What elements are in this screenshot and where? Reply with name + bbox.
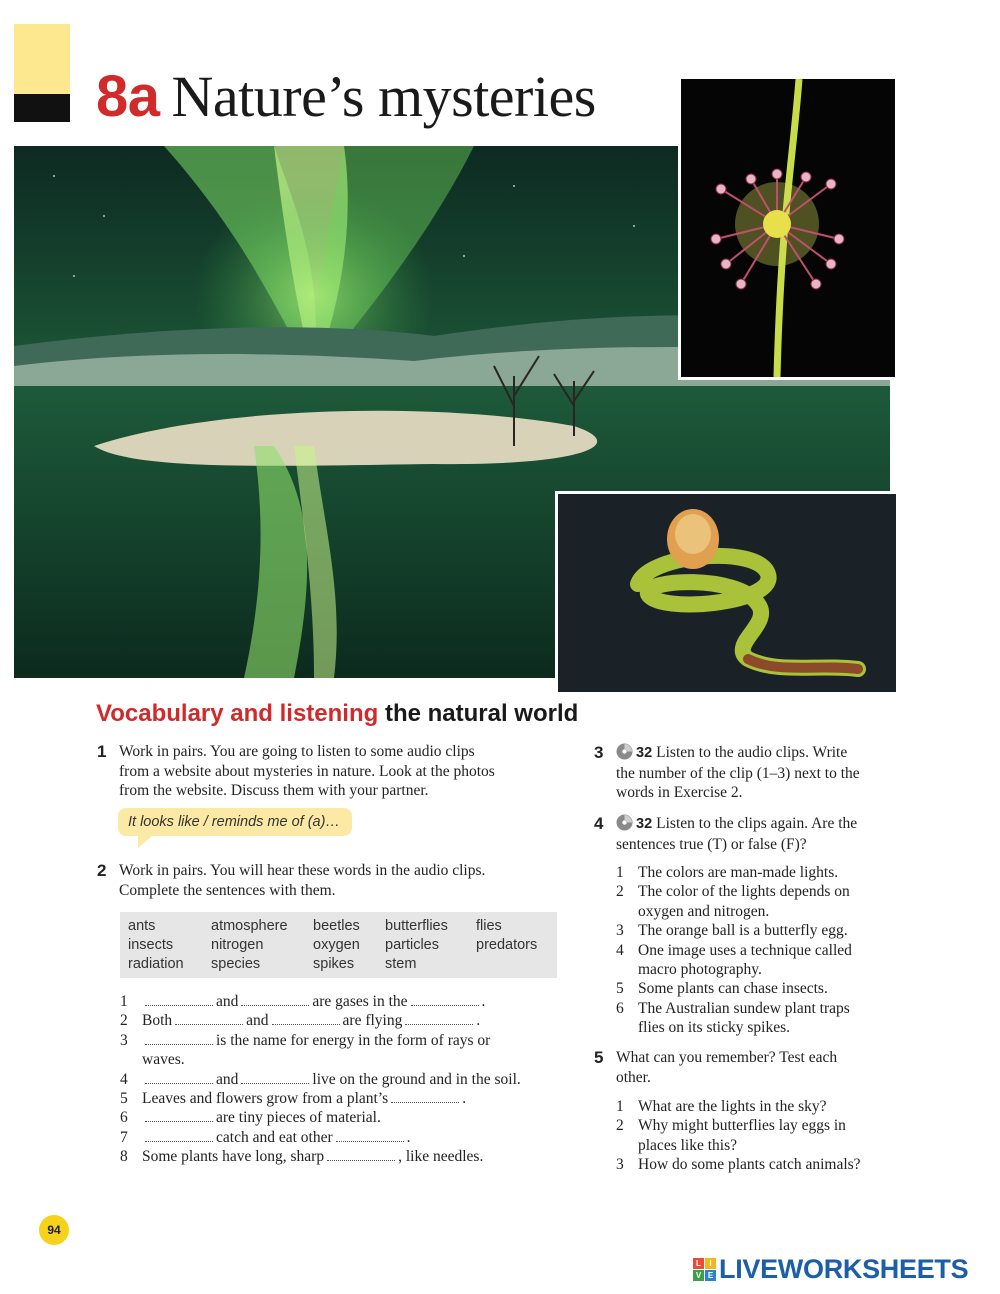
audio-cd-icon[interactable] <box>616 814 633 831</box>
instruction-line: Work in pairs. You are going to listen to some audio clips <box>119 743 475 760</box>
word-item: beetles <box>313 918 360 934</box>
unit-title: Nature’s mysteries <box>171 64 596 129</box>
word-item: insects <box>128 937 174 953</box>
answer-blank[interactable] <box>336 1129 404 1142</box>
statement-item: 1 The colors are man-made lights. <box>616 864 839 881</box>
word-item: flies <box>476 918 502 934</box>
exercise-2-sentences <box>120 992 570 1167</box>
instruction-line: from a website about mysteries in nature. Look at the photos <box>119 762 495 780</box>
sundew-photo <box>678 76 898 380</box>
audio-cd-icon[interactable] <box>616 743 633 760</box>
sentence-item: 8 Some plants have long, sharp , like needles. <box>120 1148 484 1166</box>
word-item: spikes <box>313 956 355 972</box>
exercise-3: 3 32 Listen to the audio clips. Write the number of the clip (1–3) next to the words in Exercise 2. <box>594 743 904 803</box>
word-box <box>120 912 557 978</box>
logo-squares-icon: L I V E <box>693 1258 716 1281</box>
track-number: 32 <box>636 816 653 832</box>
exercise-5-questions <box>616 1097 916 1175</box>
liveworksheets-logo[interactable] <box>693 1254 968 1284</box>
question-item: 1 What are the lights in the sky? <box>616 1098 827 1115</box>
instruction-line: What can you remember? Test each <box>616 1049 838 1066</box>
question-item: 2 Why might butterflies lay eggs in places like this? <box>616 1117 846 1154</box>
answer-blank[interactable] <box>145 1109 213 1122</box>
exercise-number: 2 <box>97 861 107 880</box>
egg-photo <box>555 491 899 695</box>
answer-blank[interactable] <box>272 1012 340 1025</box>
unit-tab-yellow <box>14 24 70 94</box>
answer-blank[interactable] <box>405 1012 473 1025</box>
statement-item: 3 The orange ball is a butterfly egg. <box>616 922 848 940</box>
instruction-line: Work in pairs. You will hear these words in the audio clips. <box>119 862 486 879</box>
statement-item: 6 The Australian sundew plant traps flies on its sticky spikes. <box>616 999 850 1037</box>
answer-blank[interactable] <box>241 993 309 1006</box>
answer-blank[interactable] <box>145 1071 213 1084</box>
answer-blank[interactable] <box>327 1148 395 1161</box>
page-number: 94 <box>39 1215 69 1245</box>
instruction-line: words in Exercise 2. <box>616 784 743 801</box>
answer-blank[interactable] <box>411 993 479 1006</box>
word-item: particles <box>385 937 439 953</box>
word-item: radiation <box>128 956 184 972</box>
page-title <box>96 62 596 132</box>
exercise-4: 4 32 Listen to the clips again. Are the sentences true (T) or false (F)? <box>594 814 904 854</box>
logo-text: LIVEWORKSHEETS <box>719 1253 969 1284</box>
exercise-number: 4 <box>594 814 604 833</box>
section-heading <box>96 700 578 728</box>
answer-blank[interactable] <box>391 1090 459 1103</box>
sentence-item: 2 Both and are flying . <box>120 1012 481 1030</box>
word-item: butterflies <box>385 918 448 934</box>
section-heading-topic: the natural world <box>384 700 579 727</box>
statement-item: 2 The color of the lights depends on oxygen and nitrogen. <box>616 883 850 920</box>
answer-blank[interactable] <box>145 1129 213 1142</box>
answer-blank[interactable] <box>145 1032 213 1045</box>
question-item: 3 How do some plants catch animals? <box>616 1156 861 1174</box>
exercise-2 <box>97 861 567 900</box>
instruction-line: the number of the clip (1–3) next to the <box>616 764 860 782</box>
statement-item: 5 Some plants can chase insects. <box>616 980 828 998</box>
word-item: species <box>211 956 261 972</box>
instruction-line: from the website. Discuss them with your partner. <box>119 782 429 799</box>
word-item: oxygen <box>313 937 360 953</box>
track-number: 32 <box>636 745 653 761</box>
unit-number: 8a <box>96 64 160 129</box>
answer-blank[interactable] <box>241 1071 309 1084</box>
word-item: atmosphere <box>211 918 288 934</box>
speech-bubble: It looks like / reminds me of (a)… <box>118 808 352 836</box>
exercise-1 <box>97 742 567 801</box>
instruction-line: Complete the sentences with them. <box>119 881 336 899</box>
exercise-number: 1 <box>97 742 107 761</box>
answer-blank[interactable] <box>145 993 213 1006</box>
word-item: nitrogen <box>211 937 264 953</box>
word-item: stem <box>385 956 417 972</box>
exercise-number: 5 <box>594 1048 604 1067</box>
sentence-item: 1 and are gases in the . <box>120 993 486 1010</box>
sentence-item: 6 are tiny pieces of material. <box>120 1109 381 1127</box>
word-item: ants <box>128 918 156 934</box>
exercise-number: 3 <box>594 743 604 762</box>
exercise-4-statements <box>616 863 906 1038</box>
statement-item: 4 One image uses a technique called macro photography. <box>616 941 852 979</box>
word-item: predators <box>476 937 538 953</box>
instruction-line: sentences true (T) or false (F)? <box>616 835 807 853</box>
sentence-item: 3 is the name for energy in the form of rays or waves. <box>120 1031 491 1069</box>
sentence-item: 7 catch and eat other . <box>120 1128 411 1146</box>
unit-tab-black <box>14 94 70 122</box>
instruction-line: other. <box>616 1068 651 1086</box>
exercise-5 <box>594 1048 904 1087</box>
sentence-item: 4 and live on the ground and in the soil. <box>120 1070 521 1088</box>
section-heading-vocab: Vocabulary and listening <box>96 700 379 727</box>
answer-blank[interactable] <box>175 1012 243 1025</box>
sentence-item: 5 Leaves and flowers grow from a plant’s . <box>120 1090 467 1108</box>
